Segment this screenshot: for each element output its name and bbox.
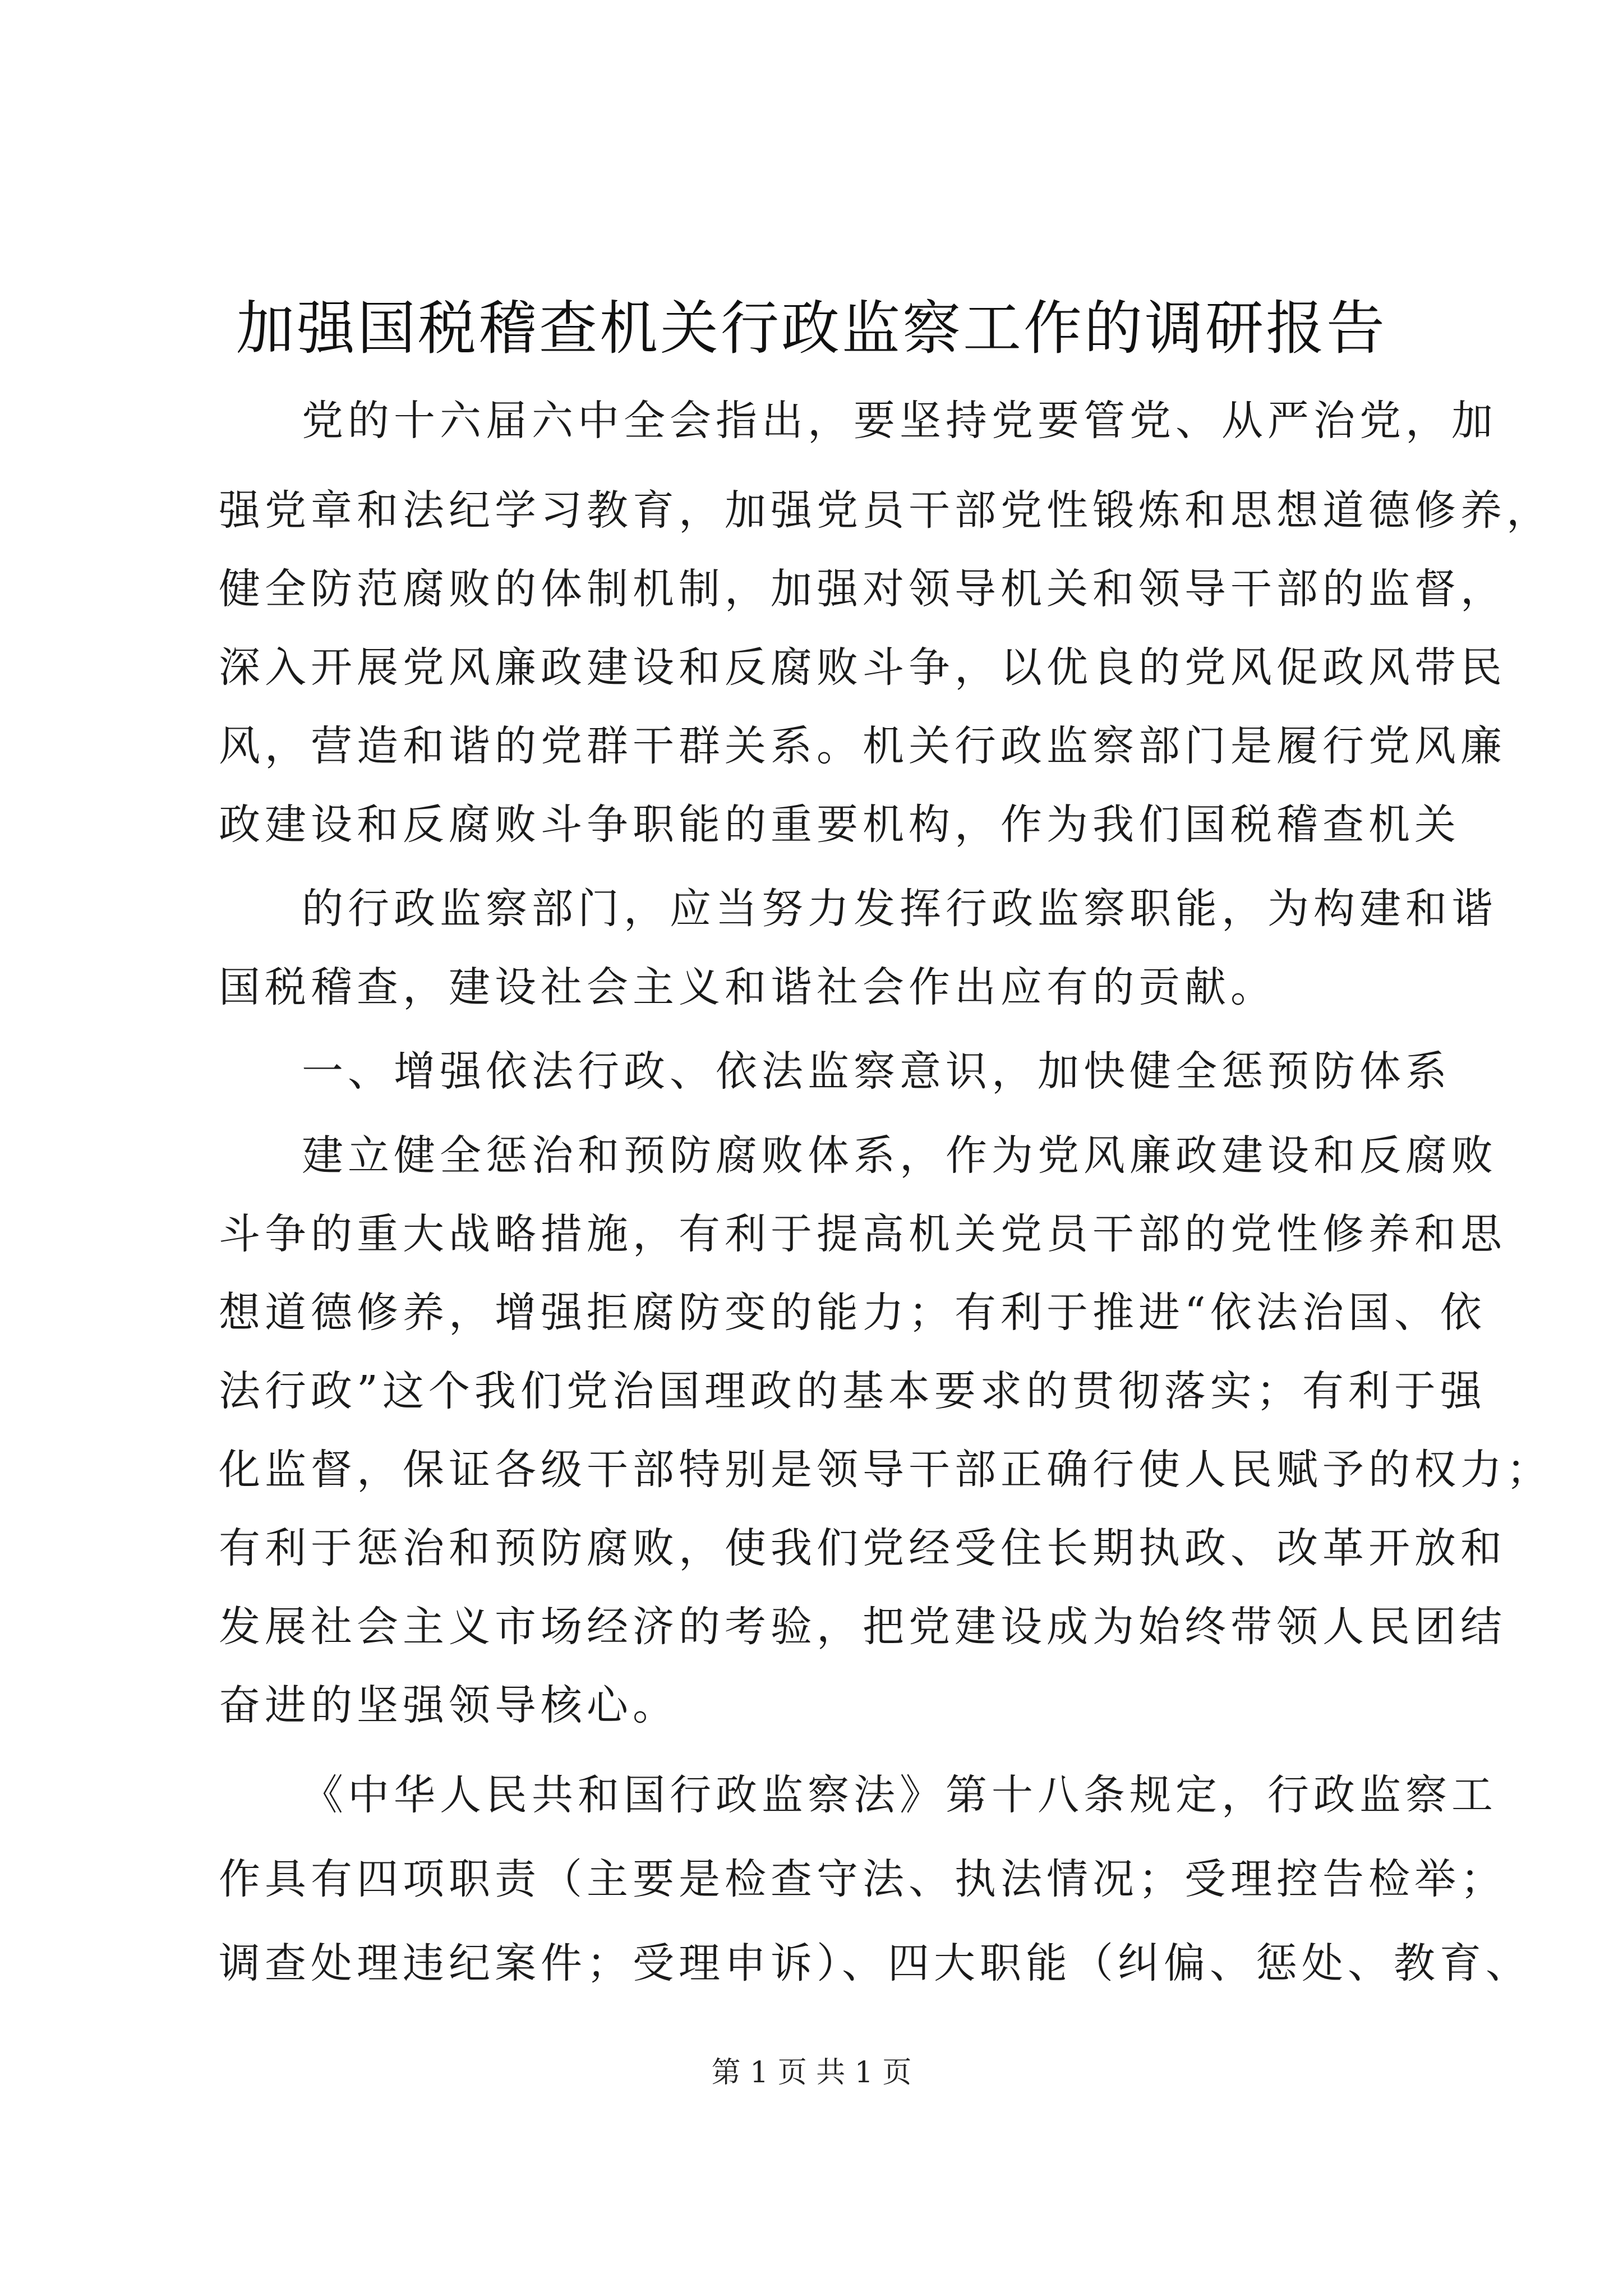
paragraph-line: 斗争的重大战略措施，有利于提高机关党员干部的党性修养和思 <box>219 1210 1506 1258</box>
document-title: 加强国税稽查机关行政监察工作的调研报告 <box>236 294 1387 362</box>
paragraph-line: 化监督，保证各级干部特别是领导干部正确行使人民赋予的权力； <box>219 1446 1552 1494</box>
paragraph-line: 发展社会主义市场经济的考验，把党建设成为始终带领人民团结 <box>219 1603 1506 1651</box>
paragraph-line: 党的十六届六中全会指出，要坚持党要管党、从严治党，加 <box>302 397 1497 445</box>
paragraph-line: 健全防范腐败的体制机制，加强对领导机关和领导干部的监督， <box>219 565 1506 613</box>
paragraph-line: 的行政监察部门，应当努力发挥行政监察职能，为构建和谐 <box>302 885 1497 933</box>
paragraph-line: 奋进的坚强领导核心。 <box>219 1681 679 1729</box>
paragraph-line: 政建设和反腐败斗争职能的重要机构，作为我们国税稽查机关 <box>219 800 1460 849</box>
page-footer: 第 1 页 共 1 页 <box>711 2056 912 2090</box>
paragraph-line: 强党章和法纪学习教育，加强党员干部党性锻炼和思想道德修养， <box>219 486 1552 535</box>
section-heading: 一、增强依法行政、依法监察意识，加快健全惩预防体系 <box>302 1047 1451 1096</box>
paragraph-line: 建立健全惩治和预防腐败体系，作为党风廉政建设和反腐败 <box>302 1131 1497 1180</box>
paragraph-line: 深入开展党风廉政建设和反腐败斗争，以优良的党风促政风带民 <box>219 643 1506 692</box>
paragraph-line: 有利于惩治和预防腐败，使我们党经受住长期执政、改革开放和 <box>219 1524 1506 1572</box>
paragraph-line: 法行政”这个我们党治国理政的基本要求的贯彻落实；有利于强 <box>219 1367 1486 1415</box>
paragraph-line: 国税稽查，建设社会主义和谐社会作出应有的贡献。 <box>219 963 1276 1011</box>
paragraph-line: 调查处理违纪案件；受理申诉）、四大职能（纠偏、惩处、教育、 <box>219 1939 1532 1987</box>
paragraph-line: 作具有四项职责（主要是检查守法、执法情况；受理控告检举； <box>219 1855 1506 1903</box>
paragraph-line: 想道德修养，增强拒腐防变的能力；有利于推进“依法治国、依 <box>219 1289 1486 1337</box>
paragraph-line: 风，营造和谐的党群干群关系。机关行政监察部门是履行党风廉 <box>219 722 1506 770</box>
paragraph-line: 《中华人民共和国行政监察法》第十八条规定，行政监察工 <box>302 1771 1497 1819</box>
